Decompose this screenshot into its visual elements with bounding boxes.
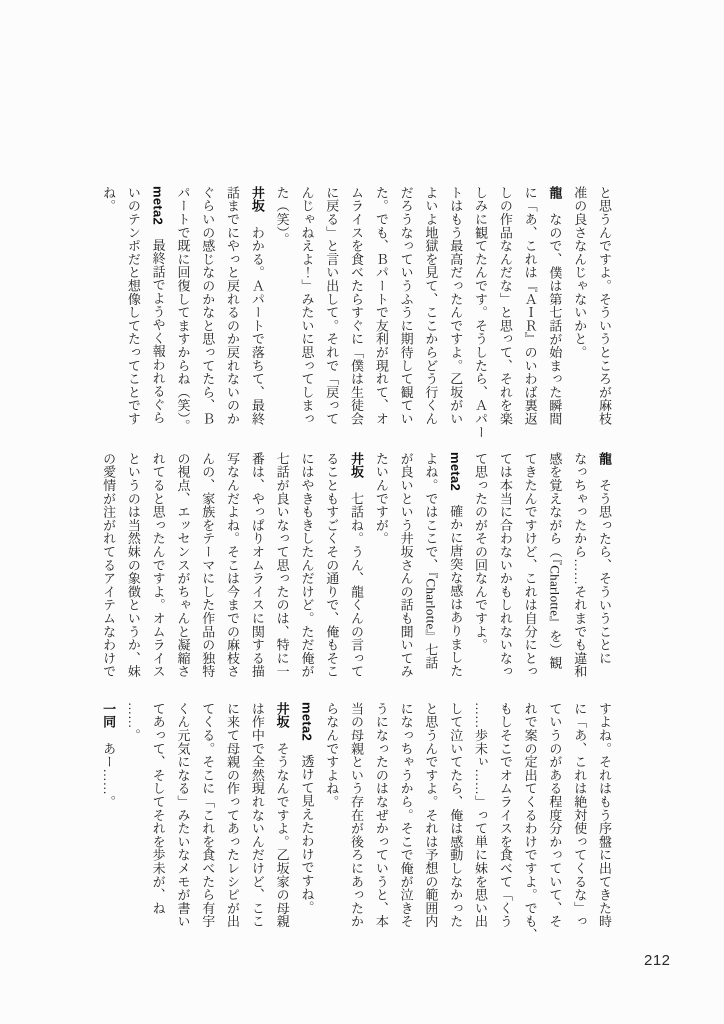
text-column: meta2 最終話でようやく報われるぐら xyxy=(150,186,166,425)
text-column: よいよ地獄を見て、ここからどう行くん xyxy=(423,186,439,426)
text-column: ては本当に合わないかもしれないなっ xyxy=(497,452,513,679)
text-column: 感を覚えながら（『Charlotte』を）観 xyxy=(547,452,563,670)
text-column: 井坂 七話ね。うん、龍くんの言って xyxy=(349,452,365,679)
text-band-middle xyxy=(95,452,616,679)
text-column: の愛情が注がれてるアイテムなわけで xyxy=(101,452,117,679)
text-column: 龍 なので、僕は第七話が始まった瞬間 xyxy=(547,186,563,426)
text-column: てきたんですけど、これは自分にとっ xyxy=(522,452,538,679)
text-column: というのは当然妹の象徴というか、妹 xyxy=(125,452,141,679)
text-column: に「あ、これは絶対使ってくるな」っ xyxy=(572,702,588,929)
text-column: だろうなっていうふうに期待して観てい xyxy=(398,186,414,426)
text-column: 井坂 わかる。Ａパートで落ちて、最終 xyxy=(249,186,265,426)
text-column: なっちゃったから……それまでも違和 xyxy=(572,452,588,679)
text-column: しの作品なんだな」と思って、それを楽 xyxy=(497,186,513,426)
text-column: んじゃねえよ！」みたいに思ってしまっ xyxy=(299,186,315,426)
text-column: うになったのはなぜかっていうと、本 xyxy=(373,702,389,929)
speaker-label: meta2 xyxy=(150,186,166,226)
text-column: た（笑）。 xyxy=(274,186,290,246)
text-column: ……歩未ぃ……」って単に妹を思い出 xyxy=(473,702,489,929)
speaker-label: meta2 xyxy=(448,452,464,492)
text-column: して泣いてたら、俺は感動しなかった xyxy=(448,702,464,929)
text-column: ……。 xyxy=(125,702,141,742)
text-column: よね。ではここで、『Charlotte』七話 xyxy=(423,452,439,670)
text-column: は作中で全然現れないんだけど、ここ xyxy=(249,702,265,929)
text-column: ることもすごくその通りで、俺もそこ xyxy=(324,452,340,679)
text-column: パートで既に回復してますからね（笑）。 xyxy=(175,186,191,433)
speaker-label: 龍 xyxy=(547,186,563,200)
text-column: meta2 透けて見えたわけですね。 xyxy=(299,702,315,914)
text-column: ぐらいの感じなのかなと思ってたら、Ｂ xyxy=(200,186,216,426)
speaker-label: 一同 xyxy=(101,702,117,729)
text-column: らなんですよね。 xyxy=(324,702,340,809)
text-column: れで案の定出てくるわけですよ。でも、 xyxy=(522,702,538,942)
text-column: ね。 xyxy=(101,186,117,213)
text-column: にはやきもきしたんだけど。ただ俺が xyxy=(299,452,315,679)
text-column: て思ったのがその回なんですよ。 xyxy=(473,452,489,652)
text-column: に「あ、これは『ＡＩＲ』のいわば裏返 xyxy=(522,186,538,426)
speaker-label: 井坂 xyxy=(249,186,265,213)
text-column: すよね。それはもう序盤に出てきた時 xyxy=(597,702,612,929)
text-column: になっちゃうから。そこで俺が泣きそ xyxy=(398,702,414,929)
text-column: に来て母親の作ってあったレシピが出 xyxy=(225,702,241,929)
text-column: ていうのがある程度分かっていて、そ xyxy=(547,702,563,929)
text-column: が良いという井坂さんの話も聞いてみ xyxy=(398,452,414,679)
text-column: に戻る」と言い出して。それで「戻って xyxy=(324,186,340,426)
text-column: 井坂 そうなんですよ。乙坂家の母親 xyxy=(274,702,290,929)
text-column: たいんですが。 xyxy=(373,452,389,546)
text-column: と思うんですよ。そういうところが麻枝 xyxy=(597,186,612,426)
text-column: れてると思ったんですよ。オムライス xyxy=(150,452,166,679)
text-column: しみに観てたんです。そうしたら、Ａパー xyxy=(473,186,489,439)
text-column: トはもう最高だったんですよ。乙坂がい xyxy=(448,186,464,426)
text-column: 龍 そう思ったら、そういうことに xyxy=(597,452,612,665)
text-column: 写なんだよね。そこは今までの麻枝さ xyxy=(225,452,241,679)
speaker-label: meta2 xyxy=(299,702,315,742)
text-column: 当の母親という存在が後ろにあったか xyxy=(349,702,365,929)
text-column: meta2 確かに唐突な感はありました xyxy=(448,452,464,678)
text-column: くん元気になる」みたいなメモが書い xyxy=(175,702,191,929)
text-column: 番は、やっぱりオムライスに関する描 xyxy=(249,452,265,679)
text-band-bottom xyxy=(95,702,616,942)
text-column: と思うんですよ。それは予想の範囲内 xyxy=(423,702,439,929)
text-column: 一同 あー……。 xyxy=(101,702,117,809)
text-column: 准の良さなんじゃないかと。 xyxy=(572,186,588,359)
text-column: た。でも、Ｂパートで友利が現れて、オ xyxy=(373,186,389,426)
speaker-label: 龍 xyxy=(597,452,612,466)
text-column: てくる。そこに「これを食べたら有宇 xyxy=(200,702,216,929)
text-column: ムライスを食べたらすぐに「僕は生徒会 xyxy=(349,186,365,426)
text-column: 話までにやっと戻れるのか戻れないのか xyxy=(225,186,241,426)
text-column: んの、家族をテーマにした作品の独特 xyxy=(200,452,216,679)
text-column: てあって、そしてそれを歩未が、ね xyxy=(150,702,166,915)
page-number: 212 xyxy=(644,952,671,969)
speaker-label: 井坂 xyxy=(349,452,365,479)
speaker-label: 井坂 xyxy=(274,702,290,729)
text-column: の視点、エッセンスがちゃんと凝縮さ xyxy=(175,452,191,679)
text-column: いのテンポだと想像してたってことです xyxy=(125,186,141,426)
text-band-top xyxy=(95,186,616,439)
text-column: 七話が良いなって思ったのは、特に一 xyxy=(274,452,290,679)
text-column: もしそこでオムライスを食べて「くう xyxy=(497,702,513,929)
